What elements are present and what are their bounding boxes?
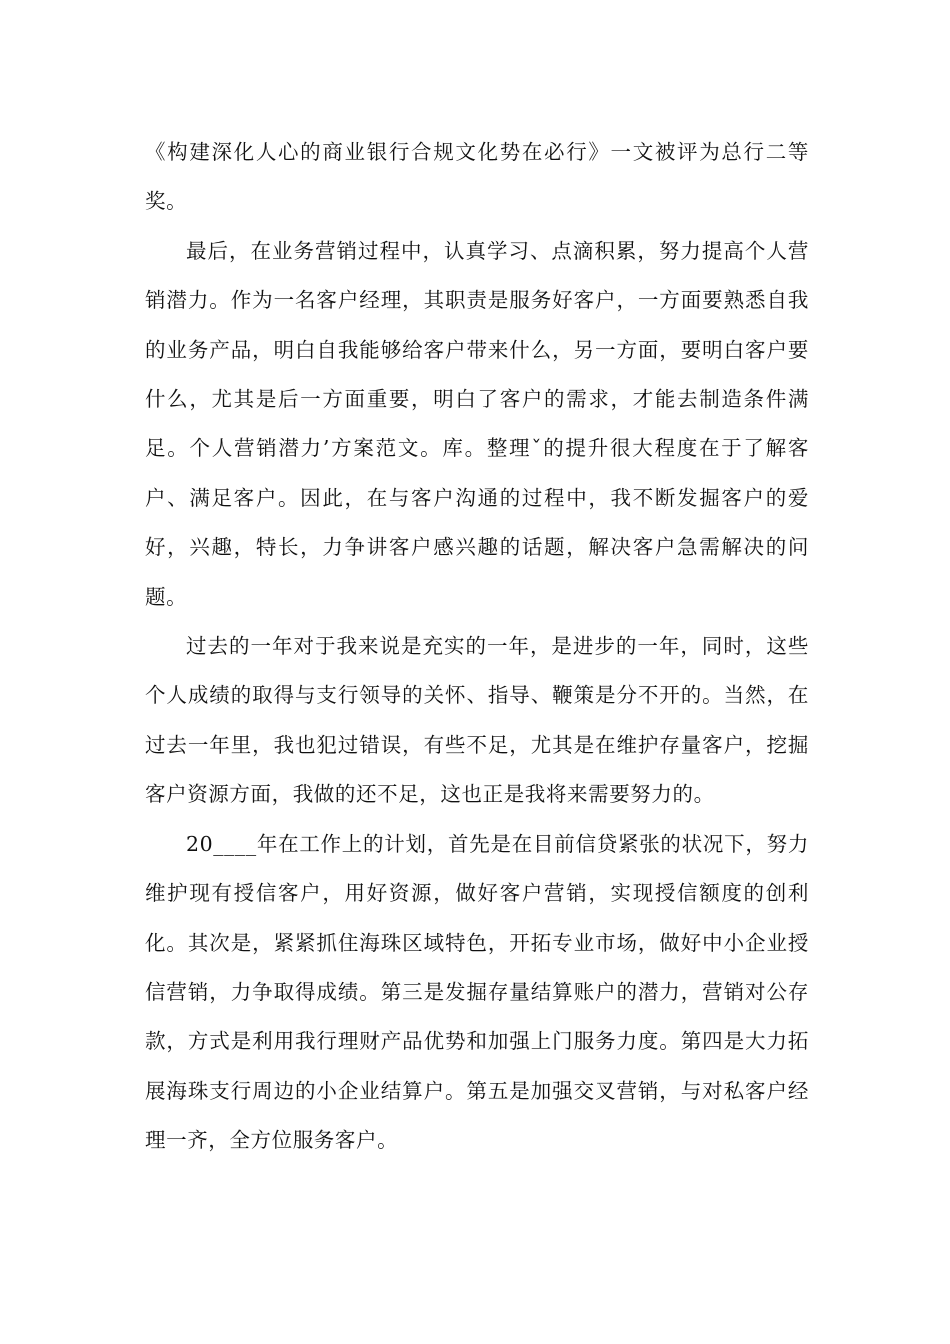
paragraph-marketing: 最后，在业务营销过程中，认真学习、点滴积累，努力提高个人营销潜力。作为一名客户经理，其职责是服务好客户，一方面要熟悉自我的业务产品，明白自我能够给客户带来什么，另一方面，要明白客户要什么，尤其是后一方面重要，明白了客户的需求，才能去制造条件满足。个人营销潜力’方案范文。库。整理ˇ的提升很大程度在于了解客户、满足客户。因此，在与客户沟通的过程中，我不断发掘客户的爱好，兴趣，特长，力争讲客户感兴趣的话题，解决客户急需解决的问题。 bbox=[145, 238, 809, 609]
document-body bbox=[145, 128, 809, 1166]
paragraph-work-plan: 20____年在工作上的计划，首先是在目前信贷紧张的状况下，努力维护现有授信客户，用好资源，做好客户营销，实现授信额度的创利化。其次是，紧紧抓住海珠区域特色，开拓专业市场，做好中小企业授信营销，力争取得成绩。第三是发掘存量结算账户的潜力，营销对公存款，方式是利用我行理财产品优势和加强上门服务力度。第四是大力拓展海珠支行周边的小企业结算户。第五是加强交叉营销，与对私客户经理一齐，全方位服务客户。 bbox=[145, 831, 809, 1153]
paragraph-continued: 《构建深化人心的商业银行合规文化势在必行》一文被评为总行二等奖。 bbox=[145, 140, 809, 214]
paragraph-year-review: 过去的一年对于我来说是充实的一年，是进步的一年，同时，这些个人成绩的取得与支行领导的关怀、指导、鞭策是分不开的。当然，在过去一年里，我也犯过错误，有些不足，尤其是在维护存量客户，挖掘客户资源方面，我做的还不足，这也正是我将来需要努力的。 bbox=[145, 634, 809, 807]
